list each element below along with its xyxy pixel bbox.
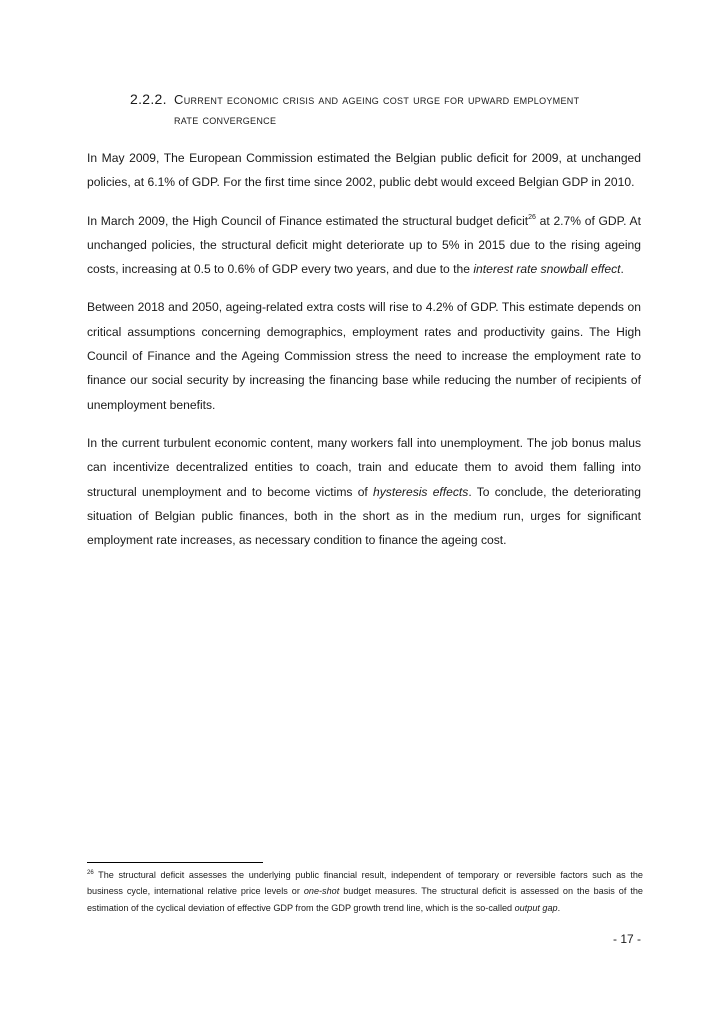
paragraph-2 [87, 209, 641, 282]
footnote-marker: 26 [87, 870, 94, 876]
footnote-text-a: The structural deficit assesses the underlying public financial result, independent of temporary or reversible factors such as the business cycle, international relative price levels or [87, 870, 643, 897]
paragraph-4-text-a: In the current turbulent economic content, many workers fall into unemployment. The job bonus malus can incentivize decentralized entities to coach, train and educate them to avoid them falling into structural unemployment and to become victims of [87, 435, 641, 499]
footnote-divider [87, 862, 263, 863]
footnote-emphasis-2: output gap [514, 902, 558, 913]
paragraph-3 [87, 295, 641, 416]
body-text [87, 146, 641, 552]
footnote [87, 867, 643, 916]
paragraph-3-text: Between 2018 and 2050, ageing-related extra costs will rise to 4.2% of GDP. This estimate depends on critical assumptions concerning demographics, employment rates and productivity gains. The High Council of Finance and the Ageing Commission stress the need to increase the employment rate to finance our social security by increasing the financing base while reducing the number of recipients of unemployment benefits. [87, 300, 641, 412]
footnote-text-b: budget measures. The structural deficit is assessed on the basis of the estimation of the cyclical deviation of effective GDP from the GDP growth trend line, which is the so-called [87, 886, 643, 913]
section-title-line1: Current economic crisis and ageing cost urge for upward employment [174, 92, 580, 107]
paragraph-2-emphasis: interest rate snowball effect [473, 262, 621, 277]
paragraph-4 [87, 431, 641, 552]
paragraph-1-text: In May 2009, The European Commission estimated the Belgian public deficit for 2009, at unchanged policies, at 6.1% of GDP. For the first time since 2002, public debt would exceed Belgian GDP in 2010. [87, 151, 641, 190]
paragraph-2-text-a: In March 2009, the High Council of Finance estimated the structural budget deficit [87, 213, 529, 228]
paragraph-2-text-c: . [620, 262, 624, 277]
footnote-reference[interactable]: 26 [528, 213, 536, 221]
footnote-text-c: . [557, 902, 561, 913]
section-heading [130, 89, 650, 130]
paragraph-2-text-b: at 2.7% of GDP. At unchanged policies, the structural deficit might deteriorate up to 5% in 2015 due to the rising ageing costs, increasing at 0.5 to 0.6% of GDP every two years, and due to the [87, 213, 641, 277]
footnote-emphasis-1: one-shot [303, 886, 340, 897]
paragraph-4-text-b: . To conclude, the deteriorating situation of Belgian public finances, both in the short as in the medium run, urges for significant employment rate increases, as necessary condition to finance the ageing cost. [87, 484, 642, 548]
section-title-line2: rate convergence [174, 112, 277, 127]
page-number: - 17 - [612, 932, 641, 946]
paragraph-1 [87, 146, 641, 195]
section-number: 2.2.2. [130, 91, 167, 107]
paragraph-4-emphasis: hysteresis effects [373, 484, 469, 499]
